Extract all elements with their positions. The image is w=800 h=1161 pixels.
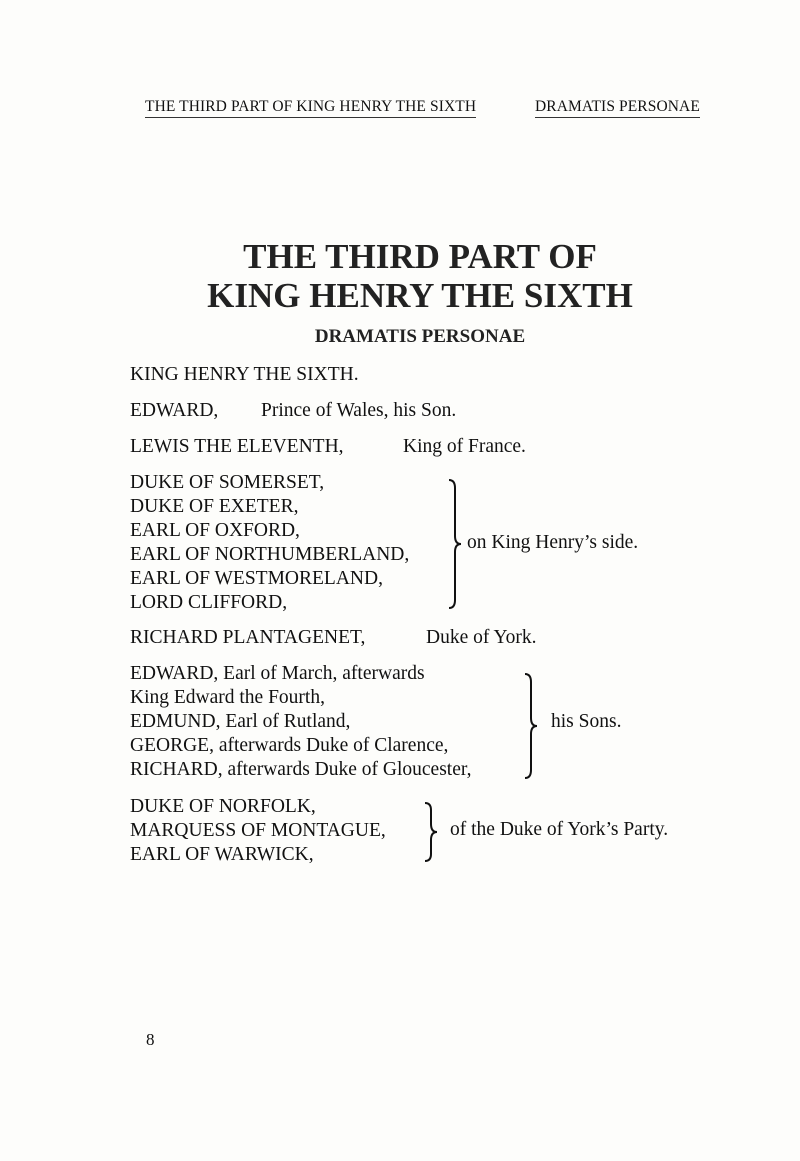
character-name: LORD CLIFFORD,: [130, 592, 288, 613]
character-name: EARL OF WESTMORELAND,: [130, 568, 383, 589]
character-name: EARL OF NORTHUMBERLAND,: [130, 544, 410, 565]
character-name: EDMUND, Earl of Rutland,: [130, 711, 351, 732]
right-brace-icon: [422, 801, 440, 863]
character-role: Duke of York.: [426, 627, 537, 648]
character-name: DUKE OF SOMERSET,: [130, 472, 325, 493]
character-group-king-henry-side: [130, 471, 409, 615]
right-brace-icon: [446, 478, 464, 610]
character-group-york-party: [130, 795, 386, 867]
character-role: Prince of Wales, his Son.: [261, 400, 457, 421]
right-brace-icon: [522, 672, 540, 780]
character-name: DUKE OF NORFOLK,: [130, 796, 316, 817]
group-description: of the Duke of York’s Party.: [450, 819, 669, 840]
play-title-line-1: THE THIRD PART OF: [243, 237, 597, 276]
character-name: King Edward the Fourth,: [130, 687, 325, 708]
dramatis-personae-heading: DRAMATIS PERSONAE: [314, 326, 526, 347]
character-name: GEORGE, afterwards Duke of Clarence,: [130, 735, 449, 756]
character-name: RICHARD PLANTAGENET,: [130, 627, 366, 648]
character-name: DUKE OF EXETER,: [130, 496, 299, 517]
character-entry: [130, 627, 537, 649]
character-name: MARQUESS OF MONTAGUE,: [130, 820, 386, 841]
character-name: EDWARD, Earl of March, afterwards: [130, 663, 425, 684]
character-role: King of France.: [403, 436, 526, 457]
character-name: EARL OF OXFORD,: [130, 520, 300, 541]
character-entry: [130, 436, 526, 458]
character-name: KING HENRY THE SIXTH.: [130, 364, 359, 385]
running-head-section: DRAMATIS PERSONAE: [535, 98, 700, 118]
character-name: LEWIS THE ELEVENTH,: [130, 436, 344, 457]
character-name: EARL OF WARWICK,: [130, 844, 314, 865]
page-number: 8: [146, 1030, 155, 1049]
group-description: on King Henry’s side.: [467, 532, 639, 553]
character-name: EDWARD,: [130, 400, 219, 421]
character-group-york-sons: [130, 662, 471, 782]
play-title: [0, 237, 800, 315]
character-name: RICHARD, afterwards Duke of Gloucester,: [130, 759, 472, 780]
running-head-title: THE THIRD PART OF KING HENRY THE SIXTH: [145, 98, 476, 118]
play-title-line-2: KING HENRY THE SIXTH: [207, 276, 633, 315]
character-entry: [130, 400, 457, 422]
group-description: his Sons.: [551, 711, 622, 732]
character-entry: [130, 364, 359, 386]
